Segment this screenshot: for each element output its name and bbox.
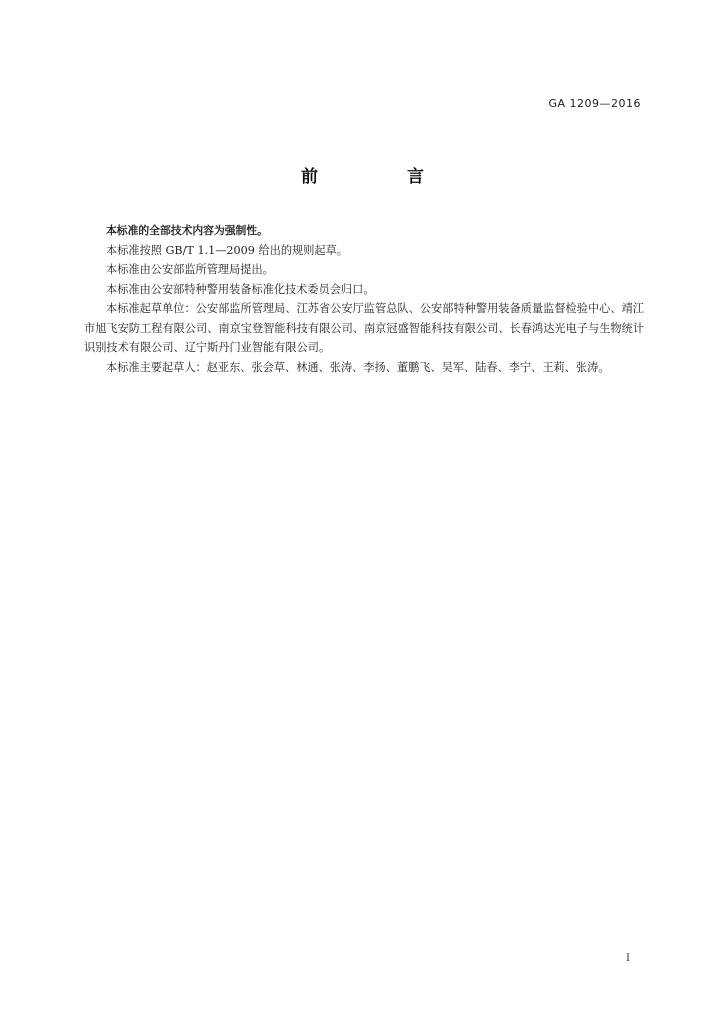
paragraph-drafting-units: 本标准起草单位：公安部监所管理局、江苏省公安厅监管总队、公安部特种警用装备质量监督检验中心、靖江市旭飞安防工程有限公司、南京宝登智能科技有限公司、南京冠盛智能科技有限公司、长春鸿达光电子与生物统计识别技术有限公司、辽宁斯丹门业智能有限公司。 (84, 302, 644, 354)
page-title: 前 言 (301, 167, 460, 187)
foreword-body (84, 221, 644, 377)
paragraph-mandatory: 本标准的全部技术内容为强制性。 (106, 224, 268, 237)
page-number: I (626, 953, 630, 964)
standard-code: GA 1209—2016 (548, 97, 641, 110)
paragraph-main-drafters: 本标准主要起草人：赵亚东、张会草、林通、张涛、李扬、董鹏飞、吴军、陆春、李宁、王莉、张涛。 (106, 360, 610, 374)
paragraph-drafting-rules: 本标准按照 GB/T 1.1—2009 给出的规则起草。 (106, 243, 348, 257)
paragraph-under-jurisdiction: 本标准由公安部特种警用装备标准化技术委员会归口。 (106, 282, 375, 296)
paragraph-proposed-by: 本标准由公安部监所管理局提出。 (106, 263, 274, 276)
